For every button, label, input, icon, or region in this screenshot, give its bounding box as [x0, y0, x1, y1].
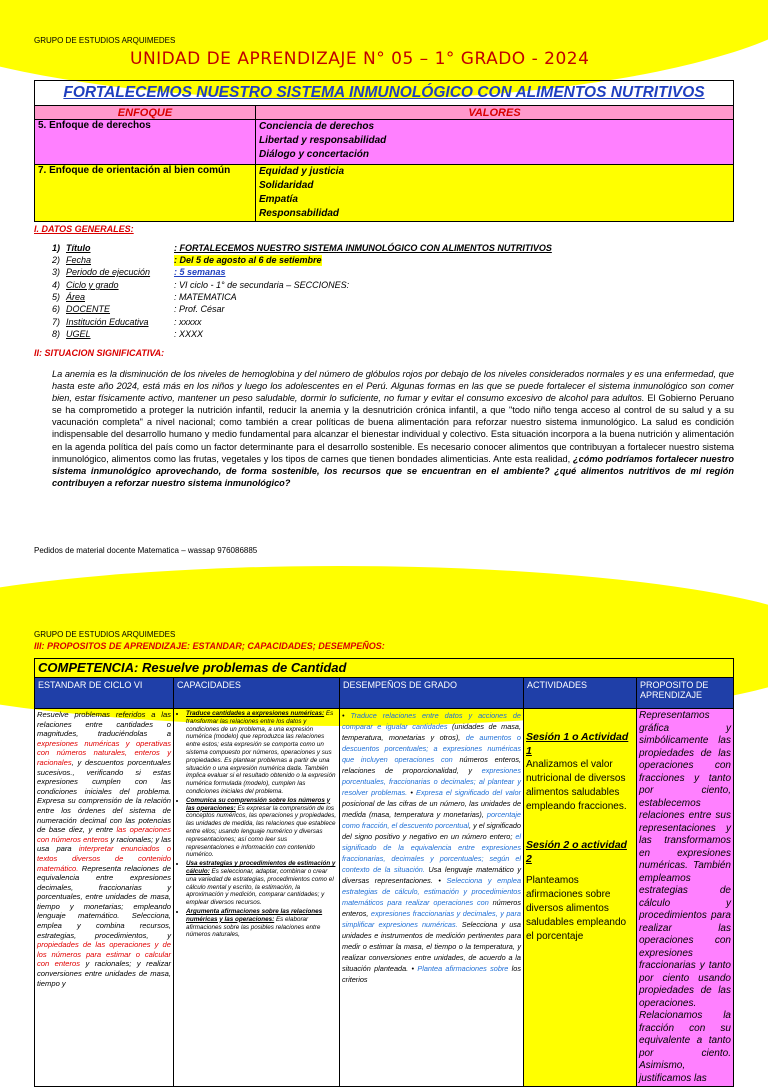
competencia-title: COMPETENCIA: Resuelve problemas de Cantidad — [35, 659, 734, 678]
actividad1-title: Sesión 1 o Actividad 1 — [526, 731, 629, 757]
actividades-cell — [524, 709, 637, 1087]
dato-row: 7) Institución Educativa — [52, 317, 149, 327]
dato-row: 6) DOCENTE — [52, 304, 111, 314]
header-capacidades: CAPACIDADES — [174, 678, 340, 709]
header-actividades: ACTIVIDADES — [524, 678, 637, 709]
situacion-text: El Gobierno Peruano se ha comprometido a proteger la nutrición infantil, reducir la anemia y la desnutrición crónica infantil, a que "todo niño tenga acceso al control de su salud y a su vacunación completa" a nivel nacional; como también a crear políticas de buena alimentación para reforzar nuestro sistema inmunológico. La salud es condición indispensable del desarrollo humano y medio fundamental para alcanzar el bienestar individual y colectivo. Esta situación incorpora a la buena nutrición y alimentación en la agenda política del país como un factor determinante para el desarrollo sostenible. Es necesario conocer alimentos que contribuyan a fortalecer nuestro sistema inmunológico, alimentos como las frutas, vegetales y los tipos de carnes que tienen bondades alimenticias. Ante esta realidad, — [52, 393, 735, 464]
valor-item: Libertad y responsabilidad — [259, 135, 387, 146]
dato-row: 8) UGEL — [52, 329, 91, 339]
valores-header: VALORES — [256, 106, 734, 120]
competencia-table — [34, 658, 734, 1087]
unit-title: UNIDAD DE APRENDIZAJE N° 05 – 1° GRADO - 2024 — [130, 49, 590, 69]
estandar-text: y racionales; y las usa para — [37, 834, 171, 854]
estandar-text: y racionales; y realizar conversiones entre unidades de masa, tiempo y — [37, 959, 171, 988]
proposito-cell: Representamos gráfica y simbólicamente las propiedades de las operaciones con fracciones y tanto por ciento, establecemos relaciones entre sus representaciones y las transformamos en expresiones numéricas. También empleamos estrategias de cálculo y procedimientos para realizar las operaciones con expresiones fraccionarias y tanto por ciento usando propiedades de las operaciones. Relacionamos la fracción con su equivalente a tanto por ciento. Asimismo, justificamos las — [637, 709, 734, 1087]
capacidad-item: • Comunica su comprensión sobre los números y las operaciones: Es expresar la comprensión de los conceptos numéricos, las operaciones y propiedades, las unidades de medida, las relaciones que establece entre ellos; usando lenguaje numérico y diversas representaciones; así como leer sus representaciones e información con contenido numérico. — [186, 797, 337, 859]
valor-item: Conciencia de derechos — [259, 121, 375, 132]
situacion-question: ¿cómo podríamos fortalecer nuestro sistema inmunológico aprovechando, de forma sostenible, los recursos que se encuentran en el ambiente? ¿qué alimentos nutritivos de mi región contribuyen a reforzar nuestro sistema inmunológico? — [52, 453, 734, 488]
estandar-highlight: las operaciones con números enteros — [37, 825, 171, 844]
valor-item: Empatía — [259, 194, 298, 205]
dato-value: : 5 semanas — [174, 267, 226, 277]
situacion-heading: II: SITUACION SIGNIFICATIVA: — [34, 348, 165, 358]
actividad2-text: Planteamos afirmaciones sobre diversos alimentos saludables empleando el porcentaje — [526, 875, 627, 942]
valor-item: Responsabilidad — [259, 208, 340, 219]
dato-row: 2) Fecha — [52, 255, 92, 265]
datos-heading: I. DATOS GENERALES: — [34, 224, 134, 234]
capacidad-item: • Argumenta afirmaciones sobre las relaciones numéricas y las operaciones: Es elaborar afirmaciones sobre las posibles relaciones entre números naturales, — [186, 908, 337, 939]
dato-value: : VI ciclo - 1° de secundaria – SECCIONES: — [174, 280, 350, 290]
dato-value: : FORTALECEMOS NUESTRO SISTEMA INMUNOLÓGICO CON ALIMENTOS NUTRITIVOS — [174, 243, 552, 253]
propositos-heading: III: PROPOSITOS DE APRENDIZAJE: ESTANDAR; CAPACIDADES; DESEMPEÑOS: — [34, 641, 385, 651]
desempenos-cell: • Traduce relaciones entre datos y acciones de comparar e igualar cantidades (unidades de masa, temperatura, monetarias y otros), de aumentos o descuentos porcentuales; a expresiones numéricas que incluyen operaciones con números enteros, relaciones de proporcionalidad, y expresiones porcentuales, fraccionarias o decimales; al plantear y resolver problemas. • Expresa el significado del valor posicional de las cifras de un número, las unidades de medida (masa, temperatura y monetarias), porcentaje como fracción, el descuento porcentual, y el significado del signo positivo y negativo en un número entero; el significado de la equivalencia entre expresiones fraccionarias, decimales y porcentuales; según el contexto de la situación. Usa lenguaje matemático y diversas representaciones. • Selecciona y emplea estrategias de cálculo, estimación y procedimientos matemáticos para realizar operaciones con números enteros, expresiones fraccionarias y decimales, y para simplificar expresiones numéricas. Selecciona y usa unidades e instrumentos de medición pertinentes para medir o estimar la masa, el tiempo o la temperatura, y realizar conversiones entre unidades, de acuerdo a la situación planteada. • Plantea afirmaciones sobre los criterios — [340, 709, 524, 1087]
dato-value: : Del 5 de agosto al 6 de setiembre — [174, 255, 322, 265]
estandar-text: , y descuentos porcentuales sucesivos., verificando si estas expresiones cumplen con las condiciones iniciales del problema. Expresa su comprensión de la relación entre los órdenes del sistema de numeración decimal con las potencias de base diez, y entre — [37, 757, 171, 835]
dato-row: 3) Periodo de ejecución — [52, 267, 151, 277]
dato-row: 4) Ciclo y grado — [52, 280, 119, 290]
capacidades-cell — [174, 709, 340, 1087]
actividad1-text: Analizamos el valor nutricional de diversos alimentos saludables empleando fracciones. — [526, 759, 627, 812]
dato-value: : XXXX — [174, 329, 204, 339]
estandar-text: Resuelve problemas referidos a las relaciones entre cantidades o magnitudes, traduciéndolas a — [37, 710, 171, 739]
valor-item: Equidad y justicia — [259, 166, 345, 177]
dato-value: : Prof. César — [174, 304, 225, 314]
estandar-highlight: propiedades de las operaciones y de los números para estimar o calcular con enteros — [37, 940, 171, 969]
estandar-highlight: interpretar enunciados o textos diversos de contenido matemático. — [37, 844, 171, 873]
group-name: GRUPO DE ESTUDIOS ARQUIMEDES — [34, 36, 176, 45]
estandar-cell — [35, 709, 174, 1087]
main-title: FORTALECEMOS NUESTRO SISTEMA INMUNOLÓGICO CON ALIMENTOS NUTRITIVOS — [35, 81, 734, 106]
enfoque-header: ENFOQUE — [35, 106, 256, 120]
valor-item: Solidaridad — [259, 180, 314, 191]
group-name-2: GRUPO DE ESTUDIOS ARQUIMEDES — [34, 630, 176, 639]
actividad2-title: Sesión 2 o actividad 2 — [526, 839, 627, 865]
capacidad-item: • Traduce cantidades a expresiones numéricas: Es transformar las relaciones entre los datos y condiciones de un problema, a una expresión numérica (modelo) que reproduzca las relaciones entre estos; esta expresión se comporta como un sistema compuesto por números, operaciones y sus propiedades. Es plantear problemas a partir de una situación o una expresión numérica dada. También implica evaluar si el resultado obtenido o la expresión numérica formulada (modelo), cumplen las condiciones iniciales del problema. — [186, 710, 337, 796]
estandar-text: Representa relaciones de equivalencia entre expresiones decimales, fraccionarias y porcentuales, entre unidades de masa, tiempo y monetarias; empleando lenguaje matemático. Selecciona, emplea y combina recursos, estrategias, procedimientos, y — [37, 863, 171, 940]
valores-derechos — [256, 120, 734, 165]
estandar-highlight: expresiones numéricas y operativas con números naturales, enteros y racionales — [37, 738, 171, 767]
enfoques-table — [34, 80, 734, 222]
dato-value: : MATEMATICA — [174, 292, 237, 302]
capacidad-item: • Usa estrategias y procedimientos de estimación y cálculo: Es seleccionar, adaptar, combinar o crear una variedad de estrategias, procedimientos como el cálculo mental y escrito, la estimación, la aproximación y medición, comparar cantidades; y emplear diversos recursos. — [186, 860, 337, 907]
enfoque-bien-comun: 7. Enfoque de orientación al bien común — [35, 165, 256, 222]
dato-value: : xxxxx — [174, 317, 202, 327]
dato-row: 1) Título — [52, 243, 91, 253]
header-estandar: ESTANDAR DE CICLO VI — [35, 678, 174, 709]
header-desempenos: DESEMPEÑOS DE GRADO — [340, 678, 524, 709]
situacion-paragraph — [52, 368, 734, 489]
dato-row: 5) Área — [52, 292, 86, 302]
footer-contact: Pedidos de material docente Matematica – wassap 976086885 — [34, 546, 258, 555]
header-proposito: PROPOSITO DE APRENDIZAJE — [637, 678, 734, 709]
valores-bien-comun — [256, 165, 734, 222]
valor-item: Diálogo y concertación — [259, 149, 370, 160]
enfoque-derechos: 5. Enfoque de derechos — [35, 120, 256, 165]
situacion-italic: La anemia es la disminución de los niveles de hemoglobina y del número de glóbulos rojos por debajo de los niveles considerados normales y es una enfermedad, que hasta este año 2024, está más en los niños y luego los adolescentes en el Perú. Algunas formas en las que se puede fortalecer el sistema inmunológico son comer bien, estar físicamente activo, mantener un peso saludable, dormir lo suficiente, no fumar y evitar el consumo excesivo de alcohol para adultos. — [52, 369, 734, 404]
